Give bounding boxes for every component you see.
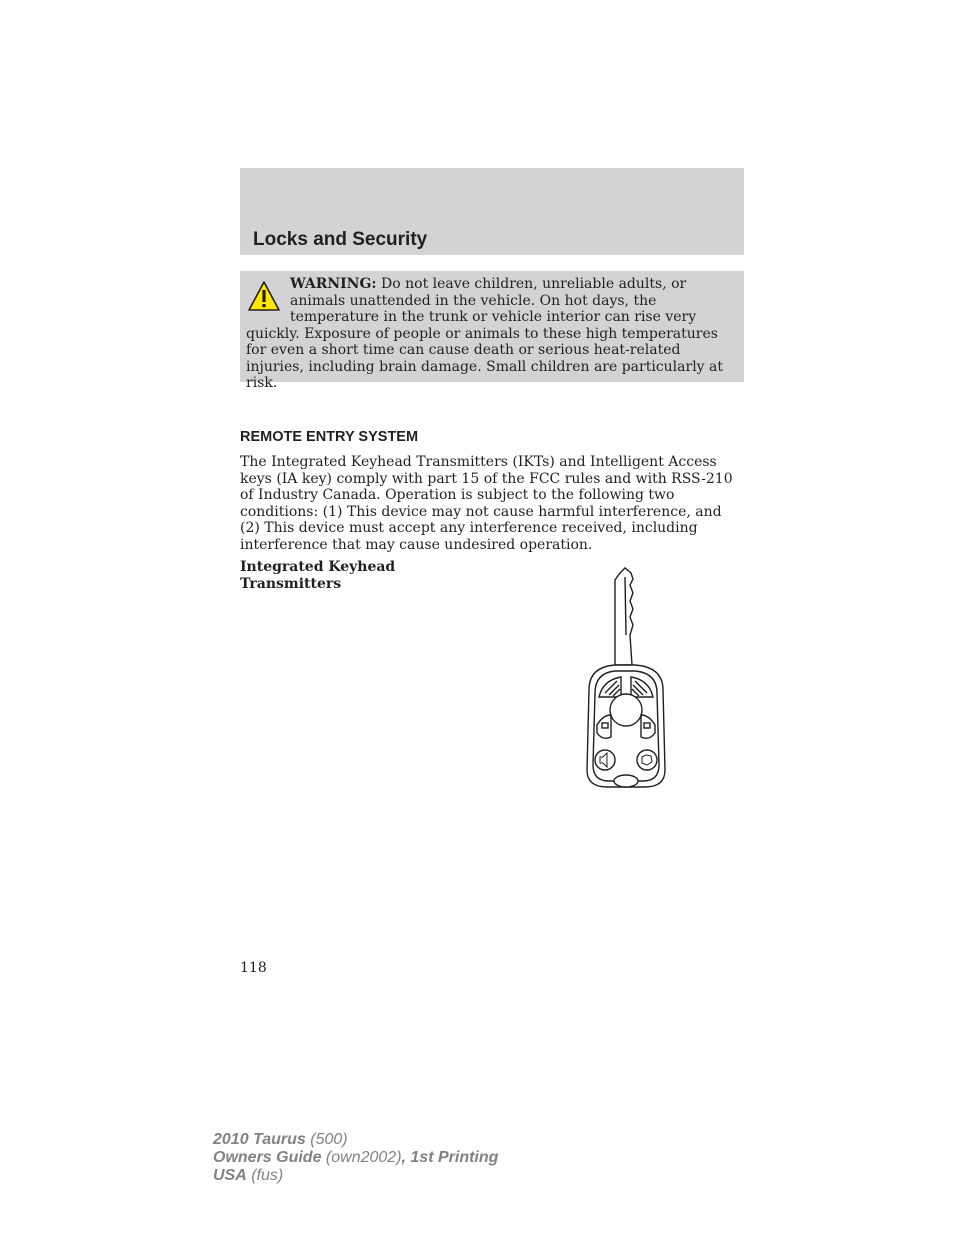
page-number: 118	[240, 960, 267, 976]
keyhead-transmitter-icon	[575, 565, 675, 790]
warning-label: WARNING:	[290, 276, 377, 292]
footer-line-3: USA (fus)	[213, 1167, 284, 1184]
warning-triangle-icon	[247, 280, 281, 313]
remote-entry-heading: REMOTE ENTRY SYSTEM	[240, 429, 419, 445]
warning-box	[240, 271, 744, 391]
remote-entry-paragraph: The Integrated Keyhead Transmitters (IKTs) and Intelligent Access keys (IA key) comply with part 15 of the FCC rules and with RSS-210 of Industry Canada. Operation is subject to the following two conditions: (1) This device may not cause harmful interference, and (2) This device must accept any interference received, including interference that may cause undesired operation.	[240, 454, 733, 553]
warning-text: Do not leave children, unreliable adults, or animals unattended in the vehicle. On hot days, the temperature in the trunk or vehicle interior can rise very quickly. Exposure of people or animals to these high temperatures for even a short time can cause death or serious heat-related injuries, including brain damage. Small children are particularly at risk.	[246, 276, 724, 391]
figure-label: Integrated Keyhead Transmitters	[240, 559, 396, 592]
section-title: Locks and Security	[253, 229, 428, 250]
print-footer	[213, 1131, 498, 1185]
section-header-band	[240, 168, 744, 255]
footer-line-1: 2010 Taurus (500)	[213, 1131, 348, 1148]
footer-line-2: Owners Guide (own2002), 1st Printing	[213, 1149, 499, 1166]
